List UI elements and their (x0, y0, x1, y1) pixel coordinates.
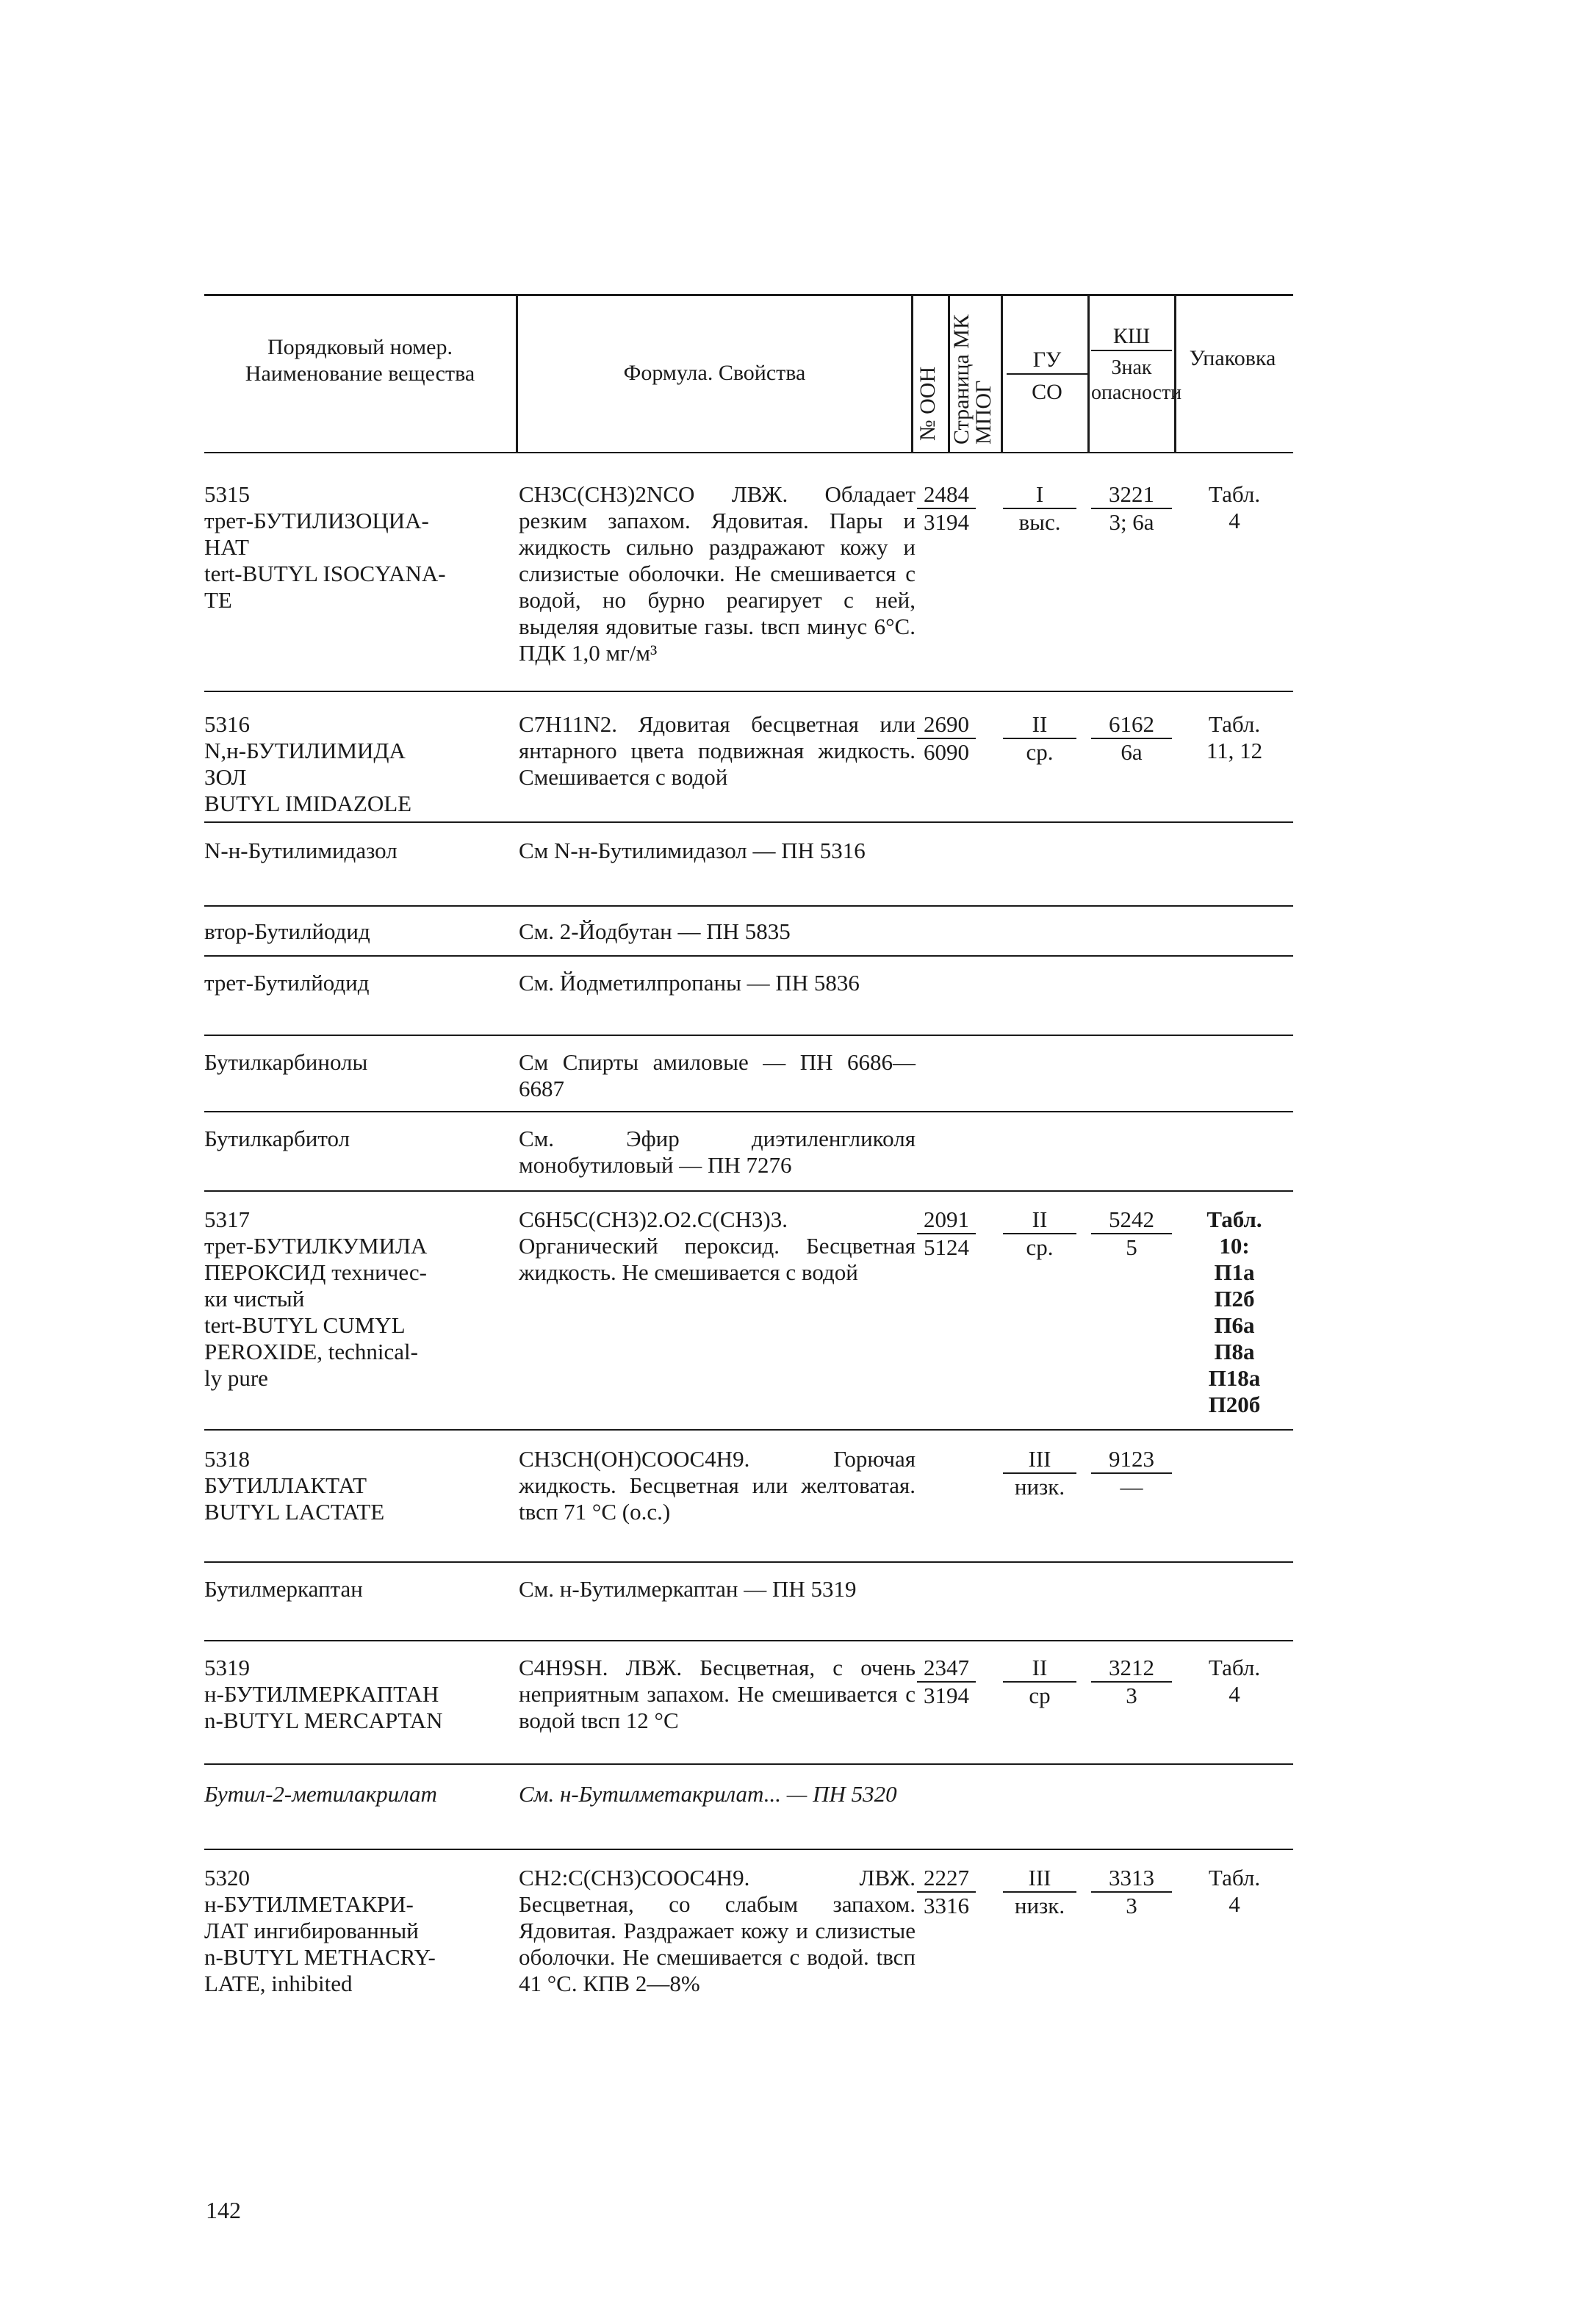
row-gu-co: III низк. (1003, 1865, 1076, 1919)
row-pack: Табл. 4 (1208, 1655, 1261, 1707)
row-name: 5317 трет-БУТИЛКУМИЛА ПЕРОКСИД техничес- ки чистый tert-BUTYL CUMYL PEROXIDE, technical- ly pure (204, 1206, 428, 1391)
row-ksh-sign: $\frac{3313}{3}$ (1091, 1865, 1172, 1919)
row-un-page: $\frac{2484}{3194}$ (917, 481, 976, 536)
row-name: 5315 трет-БУТИЛИЗОЦИА- НАТ tert-BUTYL ISOCYANA- TE (204, 481, 446, 613)
row-gu-co: II ср. (1003, 1206, 1076, 1261)
row-pack: Табл. 4 (1208, 481, 1261, 533)
row-gu-co: II ср (1003, 1655, 1076, 1709)
row-formula: См N-н-Бутилимидазол — ПН 5316 (519, 838, 866, 863)
row-name: Бутилкарбитол (204, 1126, 350, 1151)
row-formula: C6H5C(CH3)2.O2.C(CH3)3. Органический пероксид. Бесцветная жидкость. Не смешивается с водой (519, 1206, 916, 1285)
header-divider (1001, 294, 1003, 452)
row-name: 5318 БУТИЛЛАКТАТ BUTYL LACTATE (204, 1446, 385, 1525)
header-name: Порядковый номер. Наименование вещества (245, 335, 475, 386)
row-name: втор-Бутилйодид (204, 918, 370, 944)
header-ksh: КШ (1091, 323, 1172, 351)
row-name: 5319 н-БУТИЛМЕРКАПТАН n-BUTYL MERCAPTAN (204, 1655, 443, 1733)
row-separator (204, 1561, 1293, 1563)
row-formula: См Спирты амиловые — ПН 6686—6687 (519, 1049, 916, 1101)
row-separator (204, 821, 1293, 823)
row-name: 5320 н-БУТИЛМЕТАКРИ- ЛАТ ингибированный n-BUTYL METHACRY- LATE, inhibited (204, 1865, 436, 1996)
row-ksh-sign: 3221 3; 6а (1091, 481, 1172, 536)
header-co: СО (1032, 380, 1062, 404)
row-name: трет-Бутилйодид (204, 970, 370, 996)
row-separator (204, 955, 1293, 957)
row-formula: См. Эфир диэтиленгликоля монобутиловый — ПН 7276 (519, 1126, 916, 1178)
row-separator (204, 1849, 1293, 1850)
row-formula: CH2:C(CH3)COOC4H9. ЛВЖ. Бесцветная, со слабым запахом. Ядовитая. Раздражает кожу и слизистые оболочки. Не смешивается с водой. tвсп 41 °С. КПВ 2—8% (519, 1865, 916, 1996)
row-formula: CH3CH(OH)COOC4H9. Горючая жидкость. Бесцветная или желтоватая. tвсп 71 °С (о.с.) (519, 1446, 916, 1525)
row-separator (204, 1111, 1293, 1112)
row-separator (204, 1429, 1293, 1431)
row-name: 5316 N,н-БУТИЛИМИДА ЗОЛ BUTYL IMIDAZOLE (204, 711, 412, 816)
table-top-rule (204, 294, 1293, 296)
header-pack: Упаковка (1189, 346, 1276, 370)
header-divider (911, 294, 913, 452)
row-formula: См. Йодметилпропаны — ПН 5836 (519, 970, 860, 996)
row-separator (204, 1035, 1293, 1036)
header-divider (516, 294, 518, 452)
row-separator (204, 1763, 1293, 1765)
row-gu-co: II ср. (1003, 711, 1076, 766)
row-un-page: $\frac{2227}{3316}$ (917, 1865, 976, 1919)
row-ksh-sign: 9123 — (1091, 1446, 1172, 1500)
header-divider (1087, 294, 1090, 452)
row-formula: CH3C(CH3)2NCO ЛВЖ. Обладает резким запахом. Ядовитая. Пары и жидкость сильно раздражают кожу и слизистые оболочки. Не смешивается с водой, но бурно реагирует с ней, выделяя ядовитые газы. tвсп минус 6°С. ПДК 1,0 мг/м³ (519, 481, 916, 666)
row-formula: C4H9SH. ЛВЖ. Бесцветная, с очень неприятным запахом. Не смешивается с водой tвсп 12 °С (519, 1655, 916, 1733)
row-separator (204, 691, 1293, 692)
row-un-page: $\frac{2347}{3194}$ (917, 1655, 976, 1709)
row-separator (204, 905, 1293, 907)
header-sign: Знак опасности (1091, 356, 1182, 404)
row-ksh-sign: $\frac{3212}{3}$ (1091, 1655, 1172, 1709)
row-formula: См. н-Бутилмеркаптан — ПН 5319 (519, 1576, 857, 1602)
row-un-page: $\frac{2690}{6090}$ (917, 711, 976, 766)
row-formula: C7H11N2. Ядовитая бесцветная или янтарного цвета подвижная жидкость. Смешивается с водой (519, 711, 916, 790)
row-name: Бутилкарбинолы (204, 1049, 368, 1075)
header-formula: Формула. Свойства (623, 361, 806, 385)
row-formula: См. 2-Йодбутан — ПН 5835 (519, 918, 791, 944)
page-number: 142 (206, 2197, 241, 2223)
row-un-page: $\frac{2091}{5124}$ (917, 1206, 976, 1261)
row-formula: См. н-Бутилметакрилат... — ПН 5320 (519, 1781, 897, 1807)
row-separator (204, 1640, 1293, 1641)
header-bottom-rule (204, 452, 1293, 453)
header-divider (1174, 294, 1176, 452)
row-separator (204, 1190, 1293, 1192)
row-pack: Табл. 10: П1а П2б П6а П8а П18а П20б (1206, 1206, 1262, 1417)
header-gu: ГУ (1007, 347, 1087, 375)
row-name: Бутилмеркаптан (204, 1576, 363, 1602)
row-gu-co: III низк. (1003, 1446, 1076, 1500)
header-page: Страница МК МПОГ (949, 314, 996, 445)
row-name: Бутил-2-метилакрилат (204, 1781, 437, 1807)
row-pack: Табл. 4 (1208, 1865, 1261, 1917)
header-un: № ООН (916, 366, 940, 441)
row-ksh-sign: 6162 6а (1091, 711, 1172, 766)
row-pack: Табл. 11, 12 (1206, 711, 1263, 763)
row-gu-co: I выс. (1003, 481, 1076, 536)
row-ksh-sign: $\frac{5242}{5}$ (1091, 1206, 1172, 1261)
row-name: N-н-Бутилимидазол (204, 838, 398, 863)
